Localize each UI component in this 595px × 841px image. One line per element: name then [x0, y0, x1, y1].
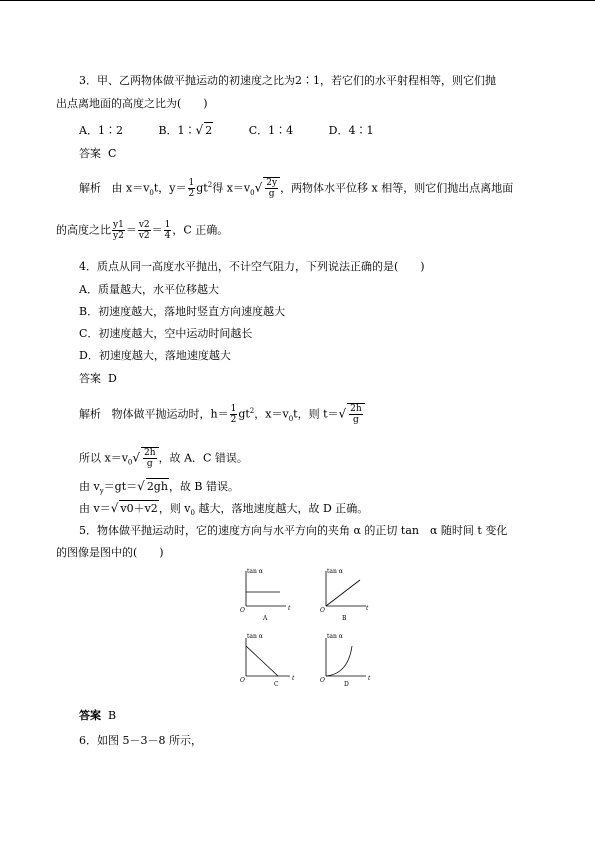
- graph-d-xlabel: t: [368, 675, 371, 682]
- graph-c-curve: [246, 646, 278, 676]
- answer-label: 答案: [79, 147, 101, 160]
- q5-stem-line1: 5．物体做平抛运动时，它的速度方向与水平方向的夹角 α 的正切 tan α 随时间 t 变化: [79, 524, 508, 537]
- graph-a-caption: A: [263, 615, 268, 622]
- graph-c-xlabel: t: [292, 675, 295, 682]
- tan-alpha-graphs-figure: [238, 566, 371, 691]
- q3-option-d: D．4∶1: [328, 124, 374, 137]
- graphs-svg: [238, 566, 371, 691]
- graph-a-origin: O: [240, 607, 245, 614]
- q3-answer: [79, 146, 539, 162]
- answer-label: 答案: [79, 372, 101, 385]
- q4-stem: 4．质点从同一高度水平抛出，不计空气阻力，下列说法正确的是( ): [79, 260, 425, 273]
- answer-label: 答案: [79, 709, 101, 722]
- graph-c-origin: O: [240, 677, 245, 684]
- answer-value: C: [108, 147, 117, 160]
- graph-b-xlabel: t: [366, 605, 369, 612]
- q4-answer: [79, 371, 539, 387]
- q3-option-c: C．1∶4: [248, 124, 294, 137]
- graph-b-curve: [326, 580, 360, 606]
- graph-d-origin: O: [320, 677, 325, 684]
- answer-value: B: [108, 709, 117, 722]
- q4-option-c: C．初速度越大，空中运动时间越长: [79, 327, 253, 340]
- q3-analysis-line1: 解析 由 $x=v_0t$，y＝ $\frac{1}{2}$ $gt^2$得 $x=v_0√$ $\frac{2y}{g}$ ，两物体水平位移 x 相等，则它们抛出点离地面: [79, 178, 514, 200]
- q4-option-b: B．初速度越大，落地时竖直方向速度越大: [79, 305, 286, 318]
- graph-b-ylabel: tan α: [327, 568, 343, 575]
- q3-options: [79, 122, 539, 139]
- q3-stem-line1: 3．甲、乙两物体做平抛运动的初速度之比为2∶1，若它们的水平射程相等，则它们抛: [79, 74, 496, 87]
- graph-b-origin: O: [320, 607, 325, 614]
- q4-analysis-line4: 由 v＝√ v0＋v2，则 $v_0$ 越大，落地速度越大，故 D 正确。: [79, 501, 369, 518]
- q4-option-a: A．质量越大，水平位移越大: [79, 283, 219, 296]
- answer-value: D: [108, 372, 117, 385]
- q4-analysis-line2: 所以 $x=v_0√$ $\frac{2h}{g}$ ，故 A．C 错误。: [79, 448, 248, 469]
- graph-a-xlabel: t: [288, 605, 291, 612]
- q6-stem: 6．如图 5－3－8 所示，: [79, 734, 202, 747]
- q4-analysis-line3: 由 $v_y=gt=√$ 2gh，故 B 错误。: [79, 479, 240, 496]
- graph-d-curve: [326, 646, 352, 676]
- q4-analysis-line1: 解析 物体做平抛运动时，h＝ $\frac{1}{2}$ $gt^2$，$x=v_0t$，则 t＝√ $\frac{2h}{g}$: [79, 403, 539, 427]
- graph-c-caption: C: [274, 681, 279, 688]
- q5-stem-line2: 的图像是图中的( ): [56, 546, 164, 559]
- graph-a-ylabel: tan α: [247, 568, 263, 575]
- q4-option-d: D．初速度越大，落地速度越大: [79, 349, 231, 362]
- q3-option-a: A．1∶2: [79, 124, 123, 137]
- graph-d-ylabel: tan α: [327, 633, 343, 640]
- q3-stem-line2: 出点离地面的高度之比为( ): [56, 97, 208, 110]
- q3-option-b: B．1∶√ 2: [158, 123, 213, 137]
- analysis-label: 解析: [79, 407, 101, 421]
- graph-d-caption: D: [344, 681, 349, 688]
- q3-analysis-line2: 的高度之比 $\frac{y1}{y2}$ ＝ $\frac{v2}{v2}$ ＝ $\frac{1}{4}$ ，C 正确。: [56, 220, 229, 241]
- graph-b-caption: B: [342, 615, 347, 622]
- header-rule: [0, 0, 595, 1]
- q5-answer: [79, 708, 539, 724]
- graph-c-ylabel: tan α: [247, 633, 263, 640]
- analysis-label: 解析: [79, 181, 101, 195]
- fraction-half: $\frac{1}{2}$: [188, 178, 195, 200]
